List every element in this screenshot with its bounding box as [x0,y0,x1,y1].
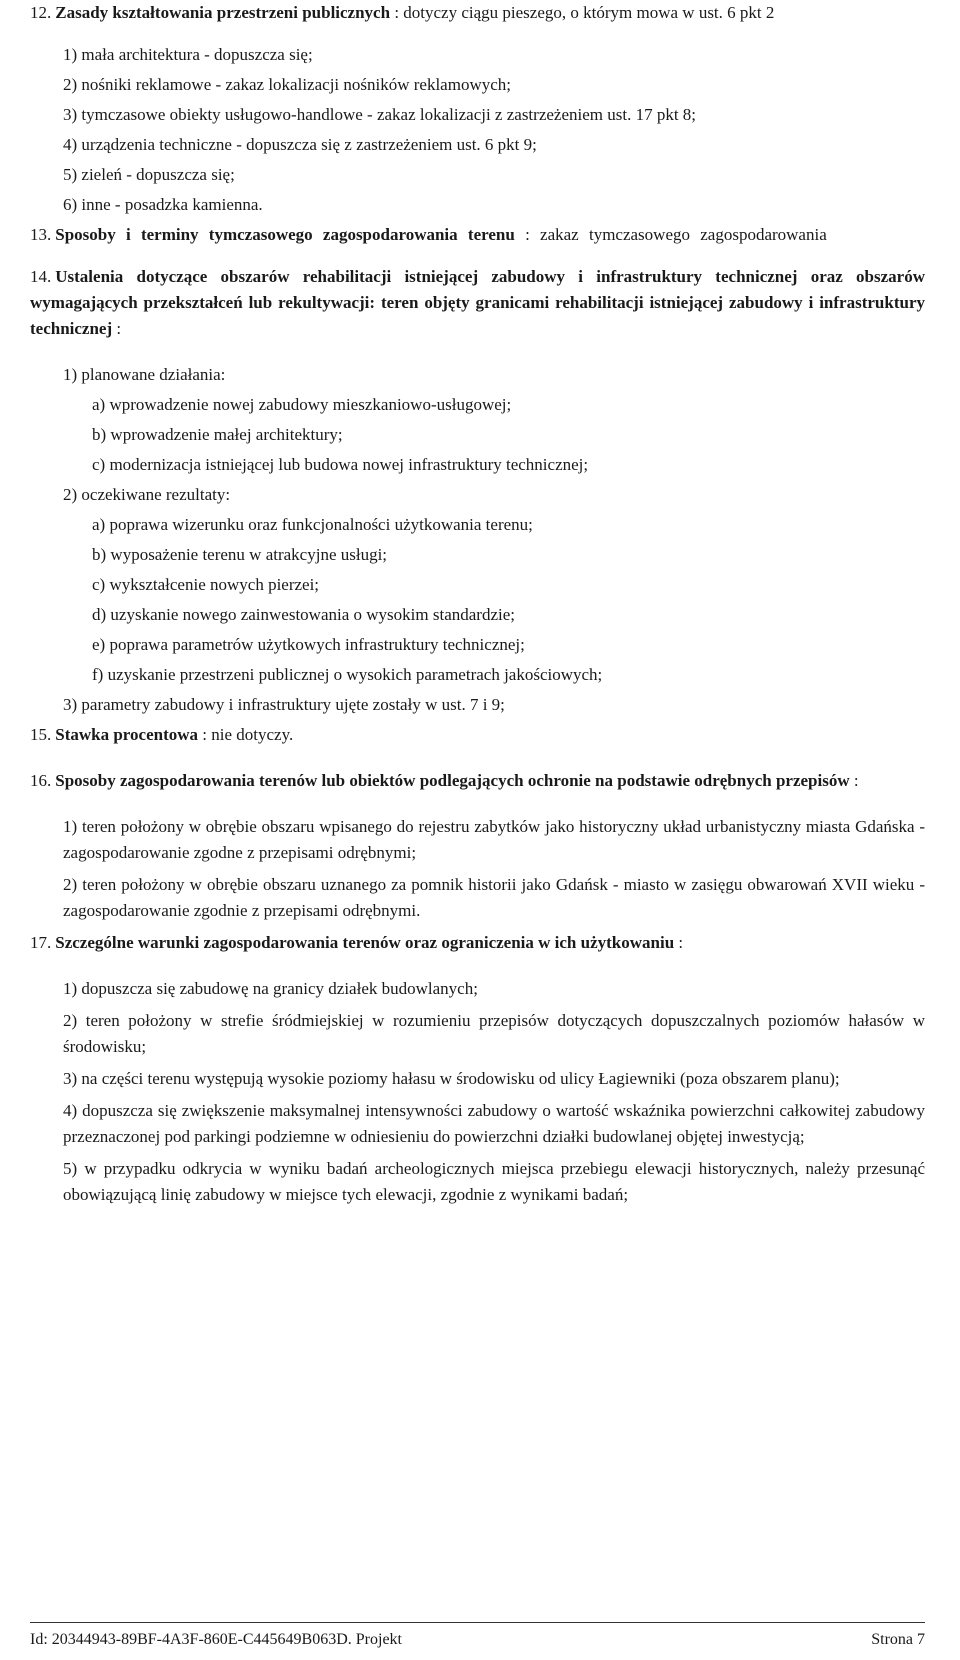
list-item: 2) teren położony w strefie śródmiejskiej w rozumieniu przepisów dotyczących dopuszczalnych poziomów hałasów w środowisku; [63,1011,925,1056]
section-number: 15. [30,725,52,744]
list-item: 4) dopuszcza się zwiększenie maksymalnej intensywności zabudowy o wartość wskaźnika powierzchni całkowitej zabudowy przeznaczonej pod parkingi podziemne w odniesieniu do powierzchni działki budowlanej objętej inwestycją; [63,1101,925,1146]
list-item: 3) na części terenu występują wysokie poziomy hałasu w środowisku od ulicy Łagiewniki (poza obszarem planu); [63,1069,840,1088]
section-15 [30,722,925,748]
list-item: 5) w przypadku odkrycia w wyniku badań archeologicznych miejsca przebiegu elewacji historycznych, należy przesunąć obowiązującą linię zabudowy w miejsce tych elewacji, zgodnie z wynikami badań; [63,1159,925,1204]
section-text: : nie dotyczy. [198,725,294,744]
list-item: c) wykształcenie nowych pierzei; [92,575,320,594]
section-text: : dotyczy ciągu pieszego, o którym mowa w ust. 6 pkt 2 [390,3,775,22]
section-number: 13. [30,225,52,244]
list-item: d) uzyskanie nowego zainwestowania o wysokim standardzie; [92,605,515,624]
section-17-list [63,976,925,1208]
section-title: Zasady kształtowania przestrzeni publicznych [55,3,391,22]
section-text: : [112,319,122,338]
section-17 [30,930,925,956]
planned-actions-label: 1) planowane działania: [63,365,226,384]
document-id: Id: 20344943-89BF-4A3F-860E-C445649B063D. Projekt [30,1631,402,1648]
page-footer [30,1622,925,1651]
expected-results-list [92,512,925,688]
list-item: 1) mała architektura - dopuszcza się; [63,45,313,64]
list-item: 5) zieleń - dopuszcza się; [63,165,235,184]
section-12 [30,0,925,26]
page-number: Strona 7 [871,1631,925,1648]
section-number: 12. [30,3,52,22]
section-number: 16. [30,771,52,790]
list-item: 3) tymczasowe obiekty usługowo-handlowe - zakaz lokalizacji z zastrzeżeniem ust. 17 pkt 8; [63,105,697,124]
section-title: Sposoby i terminy tymczasowego zagospodarowania terenu [55,225,515,244]
section-number: 14. [30,267,52,286]
document-page [30,0,925,1208]
section-text: : [674,933,684,952]
list-item: f) uzyskanie przestrzeni publicznej o wysokich parametrach jakościowych; [92,665,603,684]
section-text: : [849,771,859,790]
section-title: Szczególne warunki zagospodarowania terenów oraz ograniczenia w ich użytkowaniu [55,933,675,952]
section-16-list [63,814,925,924]
section-13 [30,222,925,248]
section-14 [30,264,925,342]
planned-actions-list [92,392,925,478]
list-item: 4) urządzenia techniczne - dopuszcza się z zastrzeżeniem ust. 6 pkt 9; [63,135,537,154]
section-16 [30,768,925,794]
section-title: Sposoby zagospodarowania terenów lub obiektów podlegających ochronie na podstawie odrębnych przepisów [55,771,850,790]
list-item: a) wprowadzenie nowej zabudowy mieszkaniowo-usługowej; [92,395,512,414]
section-12-list [63,42,925,218]
section-title: Ustalenia dotyczące obszarów rehabilitacji istniejącej zabudowy i infrastruktury technicznej oraz obszarów wymagających przekształceń lub rekultywacji: teren objęty granicami rehabilitacji istniejącej zabudowy i infrastruktury technicznej [30,267,925,338]
list-item: 1) dopuszcza się zabudowę na granicy działek budowlanych; [63,979,478,998]
list-item: c) modernizacja istniejącej lub budowa nowej infrastruktury technicznej; [92,455,589,474]
section-text: : zakaz tymczasowego zagospodarowania [514,225,827,244]
list-item: b) wyposażenie terenu w atrakcyjne usługi; [92,545,388,564]
parameters-note: 3) parametry zabudowy i infrastruktury ujęte zostały w ust. 7 i 9; [63,695,505,714]
list-item: b) wprowadzenie małej architektury; [92,425,343,444]
list-item: e) poprawa parametrów użytkowych infrastruktury technicznej; [92,635,525,654]
list-item: 6) inne - posadzka kamienna. [63,195,263,214]
list-item: a) poprawa wizerunku oraz funkcjonalności użytkowania terenu; [92,515,533,534]
section-number: 17. [30,933,52,952]
list-item: 1) teren położony w obrębie obszaru wpisanego do rejestru zabytków jako historyczny układ urbanistyczny miasta Gdańska - zagospodarowanie zgodne z przepisami odrębnymi; [63,817,925,862]
list-item: 2) teren położony w obrębie obszaru uznanego za pomnik historii jako Gdańsk - miasto w zasięgu obwarowań XVII wieku - zagospodarowanie zgodnie z przepisami odrębnymi. [63,875,925,920]
list-item: 2) nośniki reklamowe - zakaz lokalizacji nośników reklamowych; [63,75,511,94]
expected-results-label: 2) oczekiwane rezultaty: [63,485,231,504]
section-title: Stawka procentowa [55,725,199,744]
